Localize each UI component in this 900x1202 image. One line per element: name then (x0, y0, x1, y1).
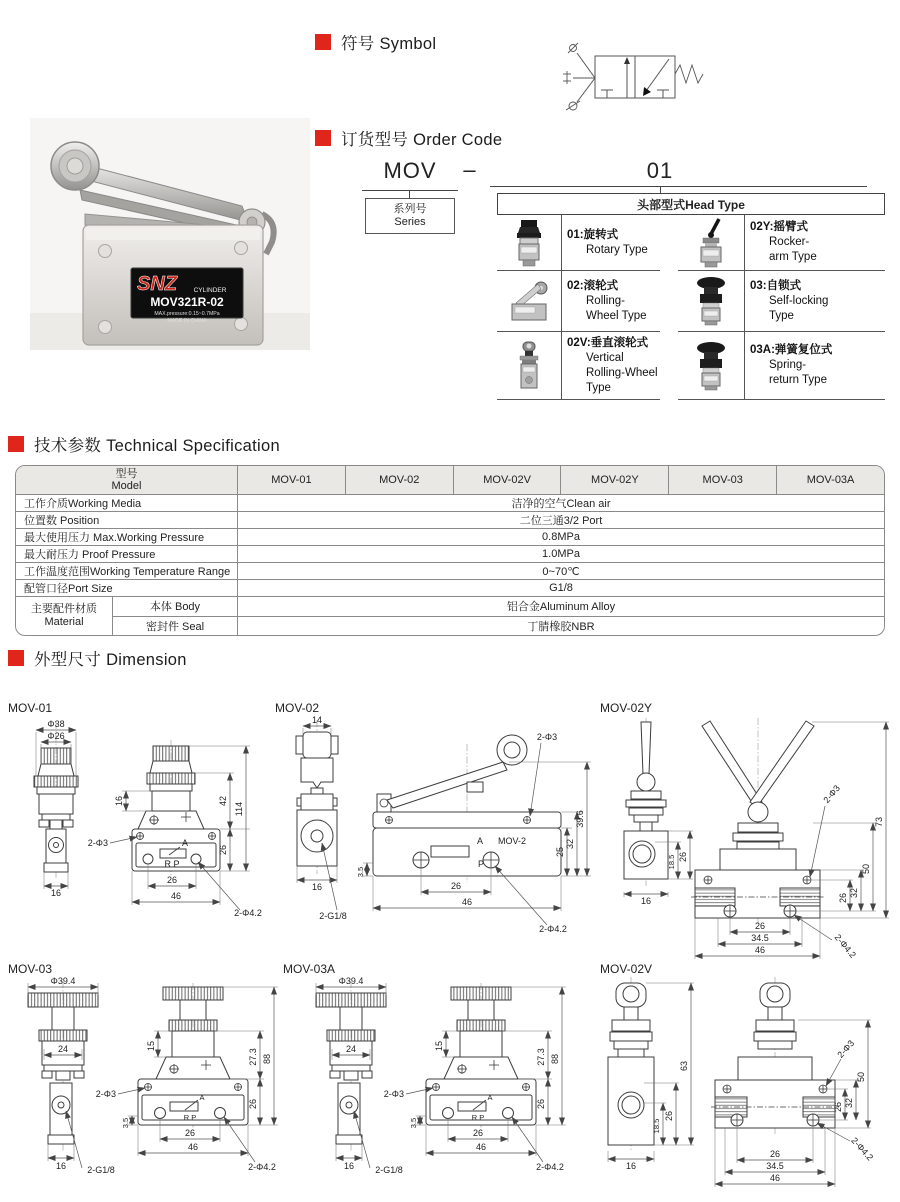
model-col: MOV-02 (346, 466, 454, 494)
spec-table-header (16, 466, 884, 495)
section-header-symbol (315, 30, 436, 54)
dim-label: 63 (679, 1060, 689, 1072)
head-type-cell-02 (497, 271, 660, 332)
section-header-order-code (315, 126, 502, 150)
head-type-thumb-rocker-arm (678, 215, 745, 270)
model-col: MOV-03 (669, 466, 777, 494)
dim-label: 26 (218, 844, 228, 856)
spec-row-max-pressure: 最大使用压力 Max.Working Pressure 0.8MPa (16, 529, 884, 546)
dim-label: 2-Φ3 (95, 1089, 116, 1099)
head-type-text: 03:自锁式 Self-locking Type (750, 279, 829, 322)
dim-label: 2-Φ4.2 (832, 932, 859, 960)
dim-label: 46 (461, 897, 473, 907)
dim-label: 34.5 (751, 933, 769, 943)
dim-label: 26 (184, 1128, 196, 1138)
origin-text: MADE IN CHINA (167, 318, 207, 324)
dim-label: 16 (625, 1161, 637, 1171)
dim-label: 2-Φ3 (87, 838, 108, 848)
vertical-rolling-wheel-icon (506, 340, 552, 392)
head-type-table-title: 头部型式Head Type (497, 193, 885, 215)
dim-label: 3.5 (409, 1117, 418, 1129)
spec-row-temperature: 工作温度范围Working Temperature Range 0~70℃ (16, 563, 884, 580)
dim-label: 88 (262, 1053, 272, 1065)
section-title: 订货型号 Order Code (341, 131, 503, 149)
dim-label: 2-Φ3 (821, 783, 843, 806)
head-type-text: 02:滚轮式 Rolling- Wheel Type (567, 279, 647, 322)
dim-label: 16 (50, 888, 62, 898)
dim-label: 26 (536, 1098, 546, 1110)
dim-label: 25 (555, 846, 565, 858)
dim-label: 18.5 (652, 1118, 661, 1134)
dim-label: 32 (565, 838, 575, 850)
dim-label: 50 (856, 1071, 866, 1083)
port-label: P (477, 859, 485, 869)
dim-label: 27.3 (248, 1048, 258, 1066)
red-bullet-icon (8, 650, 24, 666)
dim-label: Φ39.4 (338, 976, 364, 986)
dim-label: 15 (434, 1040, 444, 1052)
dim-label: 2-Φ4.2 (248, 1162, 276, 1172)
head-type-text: 01:旋转式 Rotary Type (567, 228, 648, 256)
port-label: A (181, 838, 189, 848)
drawing-label-mov01: MOV-01 (8, 701, 53, 715)
dim-label: 2-Φ4.2 (234, 908, 262, 918)
head-type-cell-02y (678, 215, 885, 271)
spring-return-icon (688, 340, 734, 392)
dimension-drawing-mov02y (598, 716, 893, 966)
series-label-en: Series (394, 216, 426, 228)
dim-label: 114 (234, 801, 244, 817)
material-row-body: 本体 Body 铝合金Aluminum Alloy (113, 597, 884, 616)
spec-row-proof-pressure: 最大耐压力 Proof Pressure 1.0MPa (16, 546, 884, 563)
flow-arrow-up (624, 57, 630, 64)
series-label-zh: 系列号 (393, 203, 427, 215)
port-label: R P (164, 859, 180, 869)
port-label: A (476, 836, 484, 846)
port-label: A (487, 1093, 493, 1102)
dim-label: 26 (664, 1110, 674, 1122)
dim-label: 34.5 (766, 1161, 784, 1171)
brand-text: SNZ (137, 273, 177, 295)
dim-label: 16 (114, 795, 124, 807)
head-type-cell-03 (678, 271, 885, 332)
dim-label: 2-Φ4.2 (539, 924, 567, 934)
dim-label: 18.5 (667, 854, 676, 870)
drawing-label-mov03a: MOV-03A (283, 962, 336, 976)
dim-label: 26 (166, 875, 178, 885)
order-code-series-value: MOV (383, 158, 437, 183)
dimension-drawing-mov03 (8, 973, 293, 1202)
dim-label: 2-Φ3 (383, 1089, 404, 1099)
section-header-spec (8, 432, 280, 456)
dim-label: 26 (248, 1098, 258, 1110)
head-connector (660, 186, 661, 193)
dim-label: 2-G1/8 (375, 1165, 403, 1175)
dim-label: 46 (769, 1173, 781, 1183)
order-code-head-value: 01 (646, 158, 674, 183)
model-col: MOV-01 (238, 466, 346, 494)
dim-label: 2-Φ4.2 (536, 1162, 564, 1172)
series-connector (409, 190, 410, 198)
model-col: MOV-02Y (561, 466, 669, 494)
dim-label: 32 (849, 887, 859, 899)
model-col: MOV-03A (806, 474, 855, 486)
port-label: A (199, 1093, 205, 1102)
spec-row-port-size: 配管口径Port Size G1/8 (16, 580, 884, 597)
dim-label: Φ38 (47, 719, 65, 729)
dim-label: 14 (311, 715, 323, 725)
port-label: R P (471, 1113, 485, 1122)
head-type-table (497, 193, 885, 400)
spec-row-working-media: 工作介质Working Media 洁净的空气Clean air (16, 495, 884, 512)
flow-arrow-diag (643, 87, 651, 96)
drawing-label-mov02: MOV-02 (275, 701, 320, 715)
dim-label: 2-Φ3 (536, 732, 558, 742)
rolling-wheel-icon (506, 275, 552, 327)
dim-label: 46 (187, 1142, 199, 1152)
head-type-thumb-vertical-rolling (497, 332, 562, 399)
dim-label: 2-Φ3 (835, 1038, 857, 1060)
dim-label: 46 (754, 945, 766, 955)
model-text: MOV321R-02 (150, 295, 224, 309)
order-code-separator: – (463, 157, 477, 182)
dim-label: 39.6 (575, 810, 585, 828)
head-type-thumb-rotary (497, 215, 562, 270)
dim-label: 50 (861, 863, 871, 875)
self-locking-icon (688, 275, 734, 327)
product-photo (30, 118, 310, 350)
head-type-text: 03A:弹簧复位式 Spring- return Type (750, 344, 833, 386)
dim-label: 26 (769, 1149, 781, 1159)
dim-label: 16 (55, 1161, 67, 1171)
rocker-arm-icon (688, 217, 734, 269)
brand-sub-text: CYLINDER (193, 287, 227, 294)
head-type-cell-03a (678, 332, 885, 400)
dim-label: 46 (475, 1142, 487, 1152)
dim-label: 26 (472, 1128, 484, 1138)
dim-label: 16 (343, 1161, 355, 1171)
head-type-text: 02V:垂直滚轮式 Vertical Rolling-Wheel Type (567, 336, 658, 394)
head-type-text: 02Y:摇臂式 Rocker- arm Type (750, 221, 817, 263)
model-header-cell: 型号 Model (16, 466, 238, 494)
pressure-text: MAX.pressure:0.15~0.7MPa (154, 311, 220, 317)
red-bullet-icon (315, 34, 331, 50)
head-type-column-left (497, 215, 660, 400)
dim-label: 32 (844, 1097, 854, 1109)
dim-label: 3.5 (356, 866, 365, 878)
red-bullet-icon (315, 130, 331, 146)
dim-label: 2-G1/8 (319, 911, 347, 921)
dim-label: Φ26 (47, 731, 65, 741)
material-row-seal: 密封件 Seal 丁腈橡胶NBR (113, 616, 884, 636)
dim-label: 2-G1/8 (87, 1165, 115, 1175)
dim-label: 24 (57, 1044, 69, 1054)
series-label-box (365, 198, 455, 234)
section-title: 符号 Symbol (341, 35, 437, 53)
dim-label: 16 (640, 896, 652, 906)
drawing-label-mov02y: MOV-02Y (600, 701, 653, 715)
head-type-thumb-rolling-wheel (497, 271, 562, 331)
rotary-type-icon (506, 217, 552, 269)
dim-label: 46 (170, 891, 182, 901)
dim-label: 26 (833, 1101, 843, 1113)
dim-label: 26 (450, 881, 462, 891)
spec-row-position: 位置数 Position 二位三通3/2 Port (16, 512, 884, 529)
dimension-drawing-mov03a (296, 973, 581, 1202)
head-type-thumb-self-locking (678, 271, 745, 331)
port-label: R P (183, 1113, 197, 1122)
dim-label: 73 (874, 816, 884, 828)
section-title: 外型尺寸 Dimension (34, 651, 187, 669)
dim-label: 26 (678, 851, 688, 863)
dim-label: 88 (550, 1053, 560, 1065)
head-underline (490, 186, 867, 187)
dimension-drawing-mov02 (275, 716, 590, 966)
dimension-drawing-mov01 (8, 716, 273, 966)
red-bullet-icon (8, 436, 24, 452)
dim-label: 2-Φ4.2 (849, 1135, 876, 1163)
section-title: 技术参数 Technical Specification (34, 437, 280, 455)
dim-label: Φ39.4 (50, 976, 76, 986)
model-col: MOV-02V (454, 466, 562, 494)
dim-label: 16 (311, 882, 323, 892)
port-label: MOV-2 (497, 836, 527, 846)
head-type-cell-02v (497, 332, 660, 400)
spec-row-material (16, 597, 884, 635)
dimension-drawing-mov02v (598, 973, 898, 1202)
drawing-label-mov02v: MOV-02V (600, 962, 653, 976)
dim-label: 15 (146, 1040, 156, 1052)
dim-label: 26 (838, 892, 848, 904)
head-type-thumb-spring-return (678, 332, 745, 399)
dim-label: 27.3 (536, 1048, 546, 1066)
drawing-label-mov03: MOV-03 (8, 962, 53, 976)
spec-table (15, 465, 885, 636)
material-label-cell: 主要配件材质 Material (16, 597, 113, 635)
pneumatic-symbol (543, 34, 728, 118)
head-type-cell-01 (497, 215, 660, 271)
head-type-column-right (678, 215, 885, 400)
dim-label: 42 (218, 795, 228, 807)
dim-label: 3.5 (121, 1117, 130, 1129)
dim-label: 24 (345, 1044, 357, 1054)
dim-label: 26 (754, 921, 766, 931)
section-header-dimension (8, 646, 187, 670)
